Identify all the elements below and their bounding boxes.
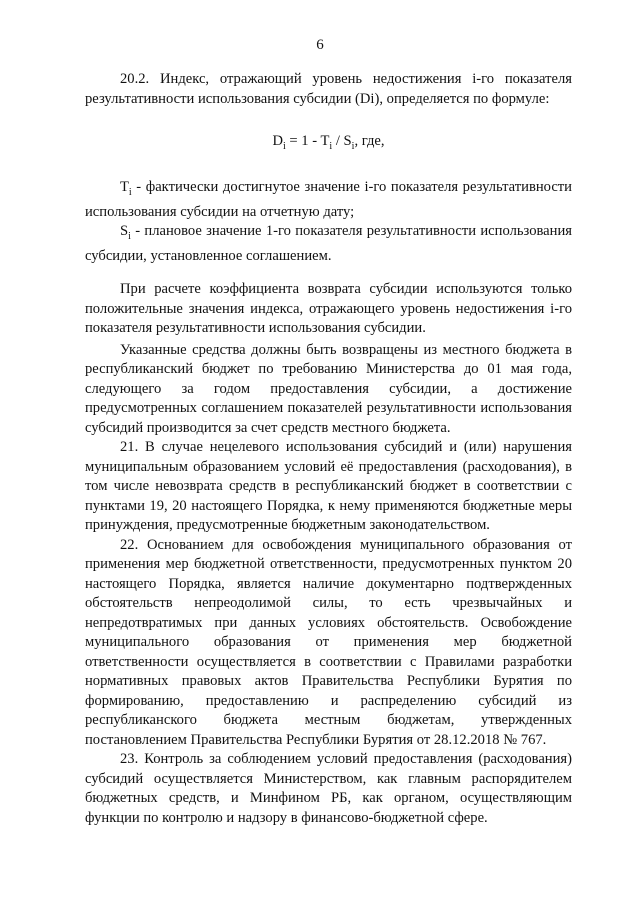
spacer bbox=[85, 266, 572, 280]
formula-lhs: D bbox=[272, 133, 283, 149]
definition-t-text: - фактически достигнутое значение i-го показателя результативности использования субсидии на отчетную дату; bbox=[85, 179, 572, 220]
definition-s-text: - плановое значение 1-го показателя результативности использования субсидии, установленное соглашением. bbox=[85, 223, 572, 264]
formula-tail: , где, bbox=[354, 133, 385, 149]
paragraph-20-2: 20.2. Индекс, отражающий уровень недостижения i-го показателя результативности использования субсидии (Di), определяется по формуле: bbox=[85, 71, 572, 107]
paragraph-21: 21. В случае нецелевого использования субсидий и (или) нарушения муниципальным образованием условий её предоставления (расходования), в том числе невозврата средств в республиканский бюджет в соответствии с пунктами 19, 20 настоящего Порядка, к нему применяются бюджетные меры принуждения, предусмотренные бюджетным законодательством. bbox=[85, 439, 572, 534]
definition-s-sub: i bbox=[128, 231, 131, 243]
paragraph-calc: При расчете коэффициента возврата субсидии используются только положительные значения индекса, отражающего уровень недостижения i-го показателя результативности использования субсидии. bbox=[85, 281, 572, 337]
formula-di bbox=[85, 132, 572, 156]
formula-lhs-sub: i bbox=[282, 140, 286, 152]
definition-s-symbol: S bbox=[120, 223, 129, 240]
paragraph-23: 23. Контроль за соблюдением условий предоставления (расходования) субсидий осуществляется Министерством, как главным распорядителем бюджетных средств, и Минфином РБ, как органом, осуществляющим функции по контролю и надзору в финансово-бюджетной сфере. bbox=[85, 751, 572, 826]
definition-s bbox=[85, 222, 572, 266]
definition-t-symbol: T bbox=[120, 179, 129, 196]
formula-t-sub: i bbox=[329, 140, 333, 152]
page-number: 6 bbox=[316, 37, 324, 53]
formula-mid2: / S bbox=[332, 133, 352, 149]
definition-t-sub: i bbox=[128, 187, 132, 199]
formula-s-sub: i bbox=[351, 140, 355, 152]
document-body bbox=[85, 70, 572, 828]
paragraph-return: Указанные средства должны быть возвращены из местного бюджета в республиканский бюджет по требованию Министерства до 01 мая года, следующего за годом предоставления субсидии, а достижение предусмотренных соглашением показателей результативности использования субсидий производится за счет средств местного бюджета. bbox=[85, 341, 572, 436]
formula-mid1: = 1 - T bbox=[285, 133, 330, 149]
paragraph-22: 22. Основанием для освобождения муниципального образования от применения мер бюджетной ответственности, предусмотренных пунктом 20 настоящего Порядка, является наличие документарно подтвержденных обстоятельств непреодолимой силы, то есть чрезвычайных и непредотвратимых при данных условиях обстоятельств. Освобождение муниципального образования от применения мер бюджетной ответственности осуществляется в соответствии с Правилами разработки нормативных правовых актов Правительства Республики Бурятия по формированию, предоставлению и распределению субсидий из республиканского бюджета местным бюджетам, утвержденных постановлением Правительства Республики Бурятия от 28.12.2018 № 767. bbox=[85, 536, 572, 748]
definition-t bbox=[85, 178, 572, 222]
